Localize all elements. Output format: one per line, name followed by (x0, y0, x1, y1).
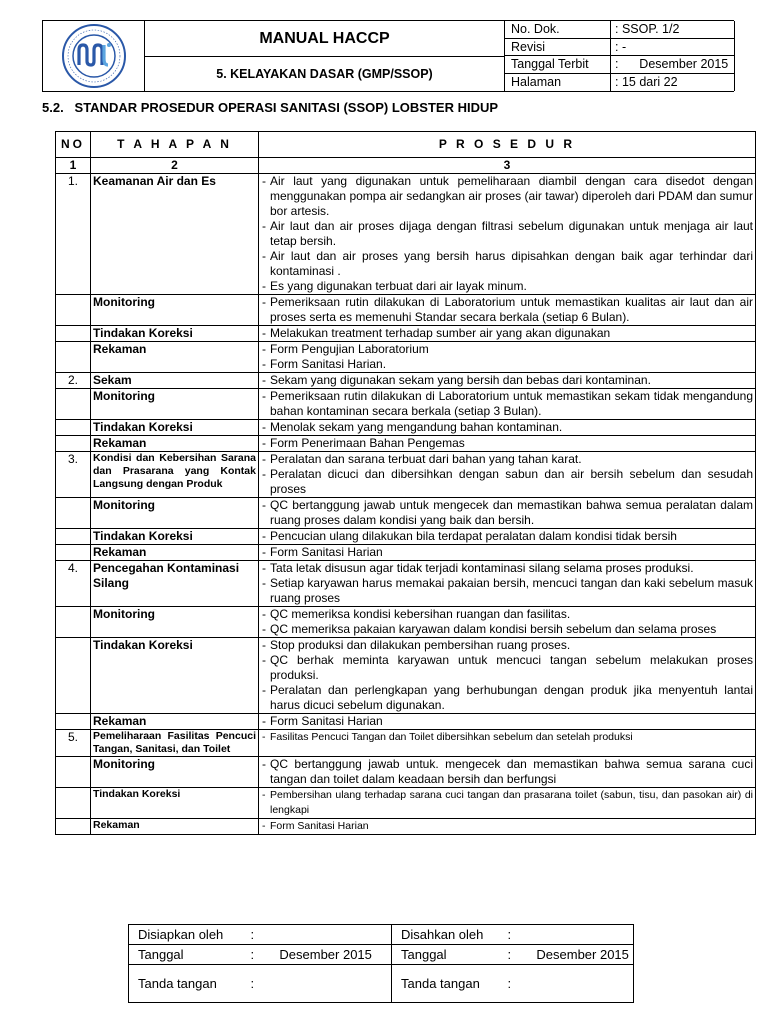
bullet-dash: - (262, 653, 266, 667)
prepared-date-value: : Desember 2015 (242, 945, 392, 965)
header-prosedur: P R O S E D U R (259, 132, 756, 158)
table-row (56, 326, 756, 342)
bullet-dash: - (262, 295, 266, 309)
tahapan-cell: Rekaman (91, 819, 259, 835)
table-row (56, 714, 756, 730)
procedure-text: Form Sanitasi Harian (270, 545, 383, 559)
procedure-text: Air laut dan air proses yang bersih harus dipisahkan dengan baik agar terhindar dari kontaminasi . (270, 249, 753, 278)
tahapan-cell: Monitoring (91, 757, 259, 788)
procedure-item (261, 819, 753, 834)
row-number: 2. (56, 373, 91, 389)
header-no: NO (56, 132, 91, 158)
table-row (56, 638, 756, 714)
document-subtitle: 5. KELAYAKAN DASAR (GMP/SSOP) (216, 67, 433, 81)
procedure-text: Air laut yang digunakan untuk pemeliharaan diambil dengan cara disedot dengan menggunakan pompa air sedangkan air proses (air tawar) diperoleh dari PDAM dan sumur bor artesis. (270, 174, 753, 218)
procedure-text: Tata letak disusun agar tidak terjadi kontaminasi silang selama proses produksi. (270, 561, 694, 575)
prepared-by-value: : (242, 925, 392, 945)
row-number (56, 436, 91, 452)
bullet-dash: - (262, 607, 266, 621)
bullet-dash: - (262, 420, 266, 434)
procedure-item (261, 174, 753, 219)
meta-value: : SSOP. 1/2 (611, 21, 735, 38)
procedure-text: Es yang digunakan terbuat dari air layak minum. (270, 279, 527, 293)
bullet-dash: - (262, 529, 266, 543)
table-row (56, 819, 756, 835)
signature-row (129, 965, 634, 1003)
procedure-item (261, 622, 753, 637)
procedure-text: Menolak sekam yang mengandung bahan kontaminan. (270, 420, 563, 434)
table-row (56, 174, 756, 295)
procedure-text: Form Sanitasi Harian. (270, 357, 387, 371)
row-number (56, 529, 91, 545)
procedure-text: Sekam yang digunakan sekam yang bersih dan bebas dari kontaminan. (270, 373, 651, 387)
bullet-dash: - (262, 357, 266, 371)
bullet-dash: - (262, 467, 266, 481)
procedure-item (261, 219, 753, 249)
prosedur-cell (259, 342, 756, 373)
procedure-text: QC berhak meminta karyawan untuk mencuci tangan sebelum melakukan proses produksi. (270, 653, 753, 682)
meta-value: : 15 dari 22 (611, 74, 735, 92)
procedure-item (261, 730, 753, 745)
row-number: 1. (56, 174, 91, 295)
procedure-item (261, 357, 753, 372)
prepared-by-label: Disiapkan oleh (129, 925, 242, 945)
row-number (56, 788, 91, 819)
approved-by-value: : (499, 925, 634, 945)
row-number (56, 420, 91, 436)
meta-label: Tanggal Terbit (505, 56, 611, 73)
procedure-item (261, 788, 753, 818)
procedure-item (261, 389, 753, 419)
tahapan-cell: Rekaman (91, 436, 259, 452)
bullet-dash: - (262, 731, 266, 743)
bullet-dash: - (262, 714, 266, 728)
table-header-row (56, 132, 756, 158)
procedure-item (261, 326, 753, 341)
bullet-dash: - (262, 219, 266, 233)
procedure-text: Pencucian ulang dilakukan bila terdapat peralatan dalam kondisi tidak bersih (270, 529, 677, 543)
table-row (56, 498, 756, 529)
prosedur-cell (259, 757, 756, 788)
procedure-item (261, 561, 753, 576)
document-title: MANUAL HACCP (145, 21, 504, 57)
section-title: 5.2. STANDAR PROSEDUR OPERASI SANITASI (SSOP) LOBSTER HIDUP (42, 100, 499, 115)
procedure-item (261, 576, 753, 606)
prosedur-cell (259, 561, 756, 607)
tahapan-cell: Pemeliharaan Fasilitas Pencuci Tangan, Sanitasi, dan Toilet (91, 730, 259, 757)
procedure-item (261, 757, 753, 787)
procedure-text: Form Pengujian Laboratorium (270, 342, 429, 356)
procedure-text: Fasilitas Pencuci Tangan dan Toilet dibersihkan sebelum dan setelah produksi (270, 731, 633, 743)
approved-sign-label: Tanda tangan (392, 965, 499, 1003)
prosedur-cell (259, 529, 756, 545)
logo-cell (43, 21, 145, 91)
tahapan-cell: Kondisi dan Kebersihan Sarana dan Prasarana yang Kontak Langsung dengan Produk (91, 452, 259, 498)
prosedur-cell (259, 373, 756, 389)
bullet-dash: - (262, 498, 266, 512)
document-meta (505, 21, 735, 91)
table-row (56, 788, 756, 819)
table-row (56, 607, 756, 638)
bullet-dash: - (262, 373, 266, 387)
procedure-item (261, 467, 753, 497)
table-row (56, 561, 756, 607)
row-number: 3. (56, 452, 91, 498)
tahapan-cell: Tindakan Koreksi (91, 326, 259, 342)
row-number (56, 757, 91, 788)
procedure-item (261, 342, 753, 357)
row-number (56, 714, 91, 730)
approved-date-value: : Desember 2015 (499, 945, 634, 965)
bullet-dash: - (262, 389, 266, 403)
prosedur-cell (259, 174, 756, 295)
procedure-item (261, 436, 753, 451)
procedure-item (261, 420, 753, 435)
bullet-dash: - (262, 683, 266, 697)
meta-row (505, 21, 735, 39)
procedure-item (261, 498, 753, 528)
row-number: 5. (56, 730, 91, 757)
tahapan-cell: Monitoring (91, 389, 259, 420)
bullet-dash: - (262, 279, 266, 293)
tahapan-cell: Monitoring (91, 498, 259, 529)
bullet-dash: - (262, 576, 266, 590)
table-row (56, 342, 756, 373)
bullet-dash: - (262, 561, 266, 575)
procedure-text: Melakukan treatment terhadap sumber air yang akan digunakan (270, 326, 611, 340)
procedure-text: Pembersihan ulang terhadap sarana cuci tangan dan prasarana toilet (sabun, tisu, dan pasokan air) di lengkapi (270, 789, 753, 816)
bullet-dash: - (262, 820, 266, 832)
prosedur-cell (259, 730, 756, 757)
procedure-text: Form Penerimaan Bahan Pengemas (270, 436, 465, 450)
procedure-text: QC bertanggung jawab untuk mengecek dan memastikan bahwa semua peralatan dalam ruang proses dalam kondisi yang baik dan bersih. (270, 498, 753, 527)
bullet-dash: - (262, 638, 266, 652)
bullet-dash: - (262, 342, 266, 356)
tahapan-cell: Pencegahan Kontaminasi Silang (91, 561, 259, 607)
bullet-dash: - (262, 545, 266, 559)
tahapan-cell: Tindakan Koreksi (91, 529, 259, 545)
prosedur-cell (259, 714, 756, 730)
tahapan-cell: Tindakan Koreksi (91, 788, 259, 819)
table-row (56, 730, 756, 757)
procedure-item (261, 714, 753, 729)
table-row (56, 389, 756, 420)
table-row (56, 529, 756, 545)
tahapan-cell: Tindakan Koreksi (91, 420, 259, 436)
title-cell (145, 21, 505, 91)
row-number (56, 326, 91, 342)
bullet-dash: - (262, 249, 266, 263)
table-row (56, 373, 756, 389)
procedure-text: Form Sanitasi Harian (270, 820, 369, 832)
row-number (56, 819, 91, 835)
prosedur-cell (259, 819, 756, 835)
prosedur-cell (259, 498, 756, 529)
table-body (56, 174, 756, 835)
row-number (56, 295, 91, 326)
table-row (56, 420, 756, 436)
procedure-text: Stop produksi dan dilakukan pembersihan ruang proses. (270, 638, 571, 652)
procedure-text: QC memeriksa kondisi kebersihan ruangan dan fasilitas. (270, 607, 571, 621)
procedure-text: Pemeriksaan rutin dilakukan di Laboratorium untuk memastikan kualitas air laut dan air proses serta es memenuhi Standar secara berkala (setiap 6 Bulan). (270, 295, 753, 324)
row-number (56, 389, 91, 420)
procedure-item (261, 373, 753, 388)
ssop-table (55, 131, 756, 835)
table-row (56, 436, 756, 452)
procedure-item (261, 653, 753, 683)
document-header (42, 20, 734, 92)
procedure-item (261, 279, 753, 294)
procedure-item (261, 529, 753, 544)
company-logo (43, 21, 145, 91)
approved-date-label: Tanggal (392, 945, 499, 965)
bullet-dash: - (262, 622, 266, 636)
tahapan-cell: Rekaman (91, 714, 259, 730)
meta-value: : Desember 2015 (611, 56, 735, 73)
meta-row (505, 74, 735, 92)
prepared-date-label: Tanggal (129, 945, 242, 965)
signature-row (129, 925, 634, 945)
procedure-text: Air laut dan air proses dijaga dengan filtrasi sebelum digunakan untuk menjaga air laut tetap bersih. (270, 219, 753, 248)
prosedur-cell (259, 607, 756, 638)
procedure-text: QC memeriksa pakaian karyawan dalam kondisi bersih sebelum dan selama proses (270, 622, 717, 636)
procedure-text: Peralatan dicuci dan dibersihkan dengan sabun dan air bersih sebelum dan sesudah proses (270, 467, 753, 496)
procedure-item (261, 683, 753, 713)
column-number-row (56, 158, 756, 174)
bullet-dash: - (262, 436, 266, 450)
approved-by-label: Disahkan oleh (392, 925, 499, 945)
procedure-item (261, 638, 753, 653)
row-number (56, 607, 91, 638)
procedure-item (261, 295, 753, 325)
header-tahapan: T A H A P A N (91, 132, 259, 158)
procedure-text: Setiap karyawan harus memakai pakaian bersih, mencuci tangan dan kaki sebelum masuk ruang proses (270, 576, 753, 605)
table-row (56, 452, 756, 498)
bullet-dash: - (262, 174, 266, 188)
tahapan-cell: Rekaman (91, 342, 259, 373)
prepared-sign-label: Tanda tangan (129, 965, 242, 1003)
procedure-text: Pemeriksaan rutin dilakukan di Laboratorium untuk memastikan sekam tidak mengandung bahan kontaminan secara berkala (setiap 3 Bulan). (270, 389, 753, 418)
tahapan-cell: Keamanan Air dan Es (91, 174, 259, 295)
tahapan-cell: Rekaman (91, 545, 259, 561)
approved-sign-value: : (499, 965, 634, 1003)
prepared-sign-value: : (242, 965, 392, 1003)
bullet-dash: - (262, 757, 266, 771)
prosedur-cell (259, 638, 756, 714)
prosedur-cell (259, 788, 756, 819)
procedure-item (261, 452, 753, 467)
table-row (56, 757, 756, 788)
bullet-dash: - (262, 326, 266, 340)
row-number (56, 342, 91, 373)
prosedur-cell (259, 420, 756, 436)
prosedur-cell (259, 389, 756, 420)
tahapan-cell: Tindakan Koreksi (91, 638, 259, 714)
row-number (56, 498, 91, 529)
row-number (56, 638, 91, 714)
prosedur-cell (259, 545, 756, 561)
prosedur-cell (259, 326, 756, 342)
table-row (56, 545, 756, 561)
meta-row (505, 56, 735, 74)
prosedur-cell (259, 295, 756, 326)
meta-value: : - (611, 39, 735, 56)
bullet-dash: - (262, 789, 266, 801)
table-row (56, 295, 756, 326)
procedure-item (261, 607, 753, 622)
meta-label: Revisi (505, 39, 611, 56)
procedure-text: Peralatan dan perlengkapan yang berhubungan dengan produk jika menyentuh lantai harus dicuci sebelum digunakan. (270, 683, 753, 712)
procedure-item (261, 249, 753, 279)
row-number (56, 545, 91, 561)
procedure-text: QC bertanggung jawab untuk. mengecek dan memastikan bahwa semua sarana cuci tangan dan toilet dalam keadaan bersih dan berfungsi (270, 757, 753, 786)
row-number: 4. (56, 561, 91, 607)
prosedur-cell (259, 452, 756, 498)
signature-row (129, 945, 634, 965)
meta-label: No. Dok. (505, 21, 611, 38)
tahapan-cell: Sekam (91, 373, 259, 389)
procedure-item (261, 545, 753, 560)
prosedur-cell (259, 436, 756, 452)
column-number: 1 (56, 158, 91, 174)
procedure-text: Form Sanitasi Harian (270, 714, 383, 728)
tahapan-cell: Monitoring (91, 295, 259, 326)
signature-table (128, 924, 634, 1003)
column-number: 2 (91, 158, 259, 174)
meta-row (505, 39, 735, 57)
meta-label: Halaman (505, 74, 611, 92)
bullet-dash: - (262, 452, 266, 466)
column-number: 3 (259, 158, 756, 174)
tahapan-cell: Monitoring (91, 607, 259, 638)
procedure-text: Peralatan dan sarana terbuat dari bahan yang tahan karat. (270, 452, 582, 466)
